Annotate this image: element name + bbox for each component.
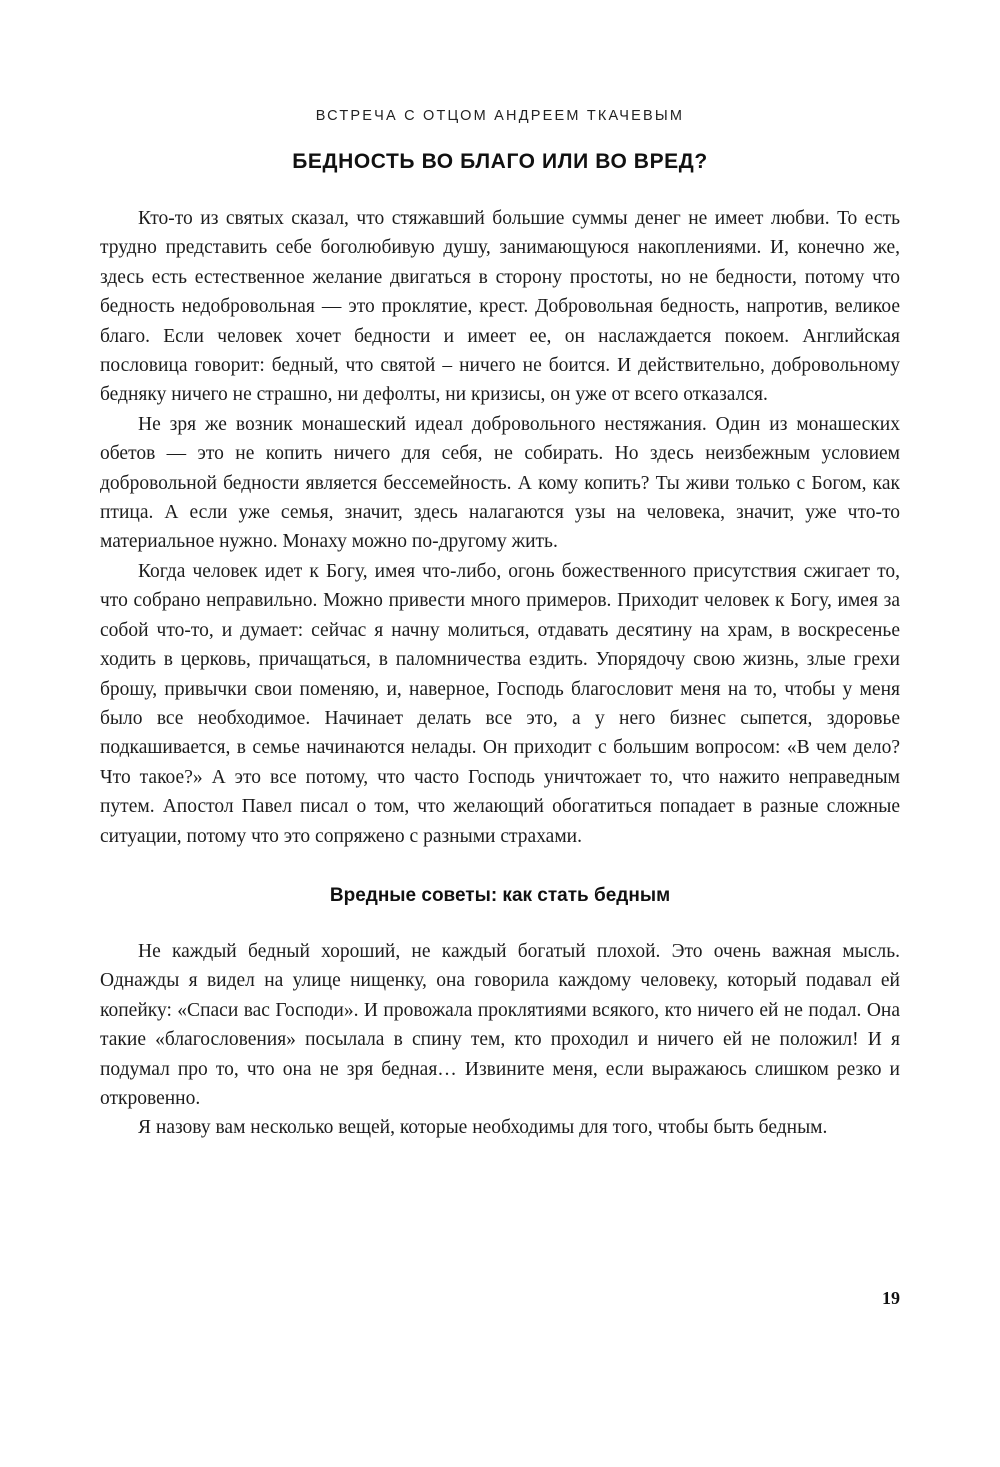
page-number: 19 xyxy=(882,1288,900,1308)
running-head: ВСТРЕЧА С ОТЦОМ АНДРЕЕМ ТКАЧЕВЫМ xyxy=(315,108,685,124)
paragraph: Кто-то из святых сказал, что стяжавший большие суммы денег не имеет любви. То есть трудно представить себе боголюбивую душу, занимающуюся накоплениями. И, конечно же, здесь есть естественное желание двигаться в сторону простоты, но не бедности, потому что бедность недобровольная — это проклятие, крест. Добровольная бедность, напротив, великое благо. Если человек хочет бедности и имеет ее, он наслаждается покоем. Английская пословица говорит: бедный, что святой – ничего не боится. И действительно, добровольному бедняку ничего не страшно, ни дефолты, ни кризисы, он уже от всего отказался. xyxy=(100,208,900,406)
paragraph: Не зря же возник монашеский идеал добровольного нестяжания. Один из монашеских обетов — это не копить ничего для себя, не собирать. Но здесь неизбежным условием добровольной бедности является бессемейность. А кому копить? Ты живи только с Богом, как птица. А если уже семья, значит, здесь налагаются узы на человека, значит, уже что-то материальное нужно. Монаху можно по-другому жить. xyxy=(100,413,900,553)
paragraph: Когда человек идет к Богу, имея что-либо, огонь божественного присутствия сжигает то, что собрано неправильно. Можно привести много примеров. Приходит человек к Богу, имея за собой что-то, и думает: сейчас я начну молиться, отдавать десятину на храм, в воскресенье ходить в церковь, причащаться, в паломничества ездить. Упорядочу свою жизнь, злые грехи брошу, привычки свои поменяю, и, наверное, Господь благословит меня на то, чтобы у меня было все необходимое. Начинает делать все это, а у него бизнес сыпется, здоровье подкашивается, в семье начинаются нелады. Он приходит с большим вопросом: «В чем дело? Что такое?» А это все потому, что часто Господь уничтожает то, что нажито неправедным путем. Апостол Павел писал о том, что желающий обогатиться попадает в разные сложные ситуации, потому что это сопряжено с разными страхами. xyxy=(100,560,900,847)
section-subheading: Вредные советы: как стать бедным xyxy=(329,884,671,906)
body-text-section-1 xyxy=(100,204,900,851)
paragraph: Не каждый бедный хороший, не каждый богатый плохой. Это очень важная мысль. Однажды я видел на улице нищенку, она говорила каждому человеку, который подавал ей копейку: «Спаси вас Господи». И провожала проклятиями всякого, кто ничего ей не подал. Она такие «благословения» посылала в спину тем, кто проходил и ничего ей не положил! И я подумал про то, что она не зря бедная… Извините меня, если выражаюсь слишком резко и откровенно. xyxy=(100,940,900,1109)
body-text-section-2 xyxy=(100,937,900,1143)
chapter-title: БЕДНОСТЬ ВО БЛАГО ИЛИ ВО ВРЕД? xyxy=(292,150,708,173)
paragraph: Я назову вам несколько вещей, которые необходимы для того, чтобы быть бедным. xyxy=(138,1117,828,1139)
